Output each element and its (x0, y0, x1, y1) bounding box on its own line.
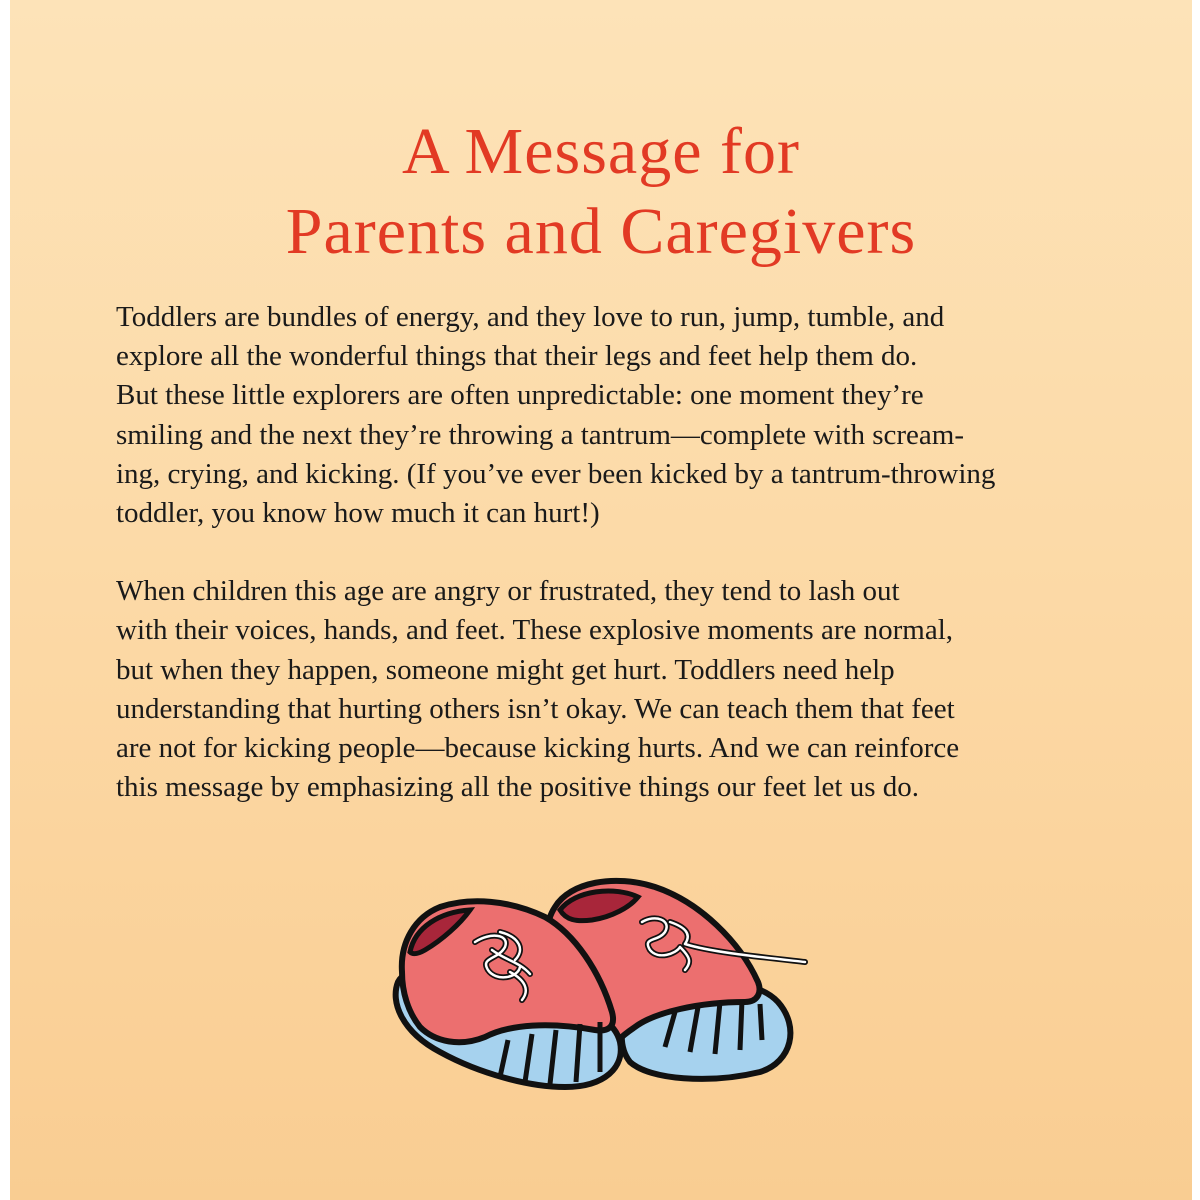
title-line-1: A Message for (402, 115, 800, 188)
body-text (116, 298, 1126, 807)
title-line-2: Parents and Caregivers (285, 195, 917, 268)
text-line: smiling and the next they’re throwing a tantrum—complete with scream- (116, 418, 965, 451)
text-line: But these little explorers are often unpredictable: one moment they’re (116, 379, 924, 412)
text-line: ing, crying, and kicking. (If you’ve ever been kicked by a tantrum-throwing (116, 457, 996, 490)
text-line: toddler, you know how much it can hurt!) (116, 497, 600, 530)
text-line: Toddlers are bundles of energy, and they love to run, jump, tumble, and (116, 301, 945, 333)
text-line: explore all the wonderful things that their legs and feet help them do. (116, 340, 918, 373)
toddler-shoes-illustration (380, 862, 820, 1112)
paragraph-1 (116, 298, 1126, 533)
text-line: this message by emphasizing all the positive things our feet let us do. (116, 771, 919, 804)
page-title (10, 112, 1192, 272)
book-page (10, 0, 1192, 1200)
text-line: understanding that hurting others isn’t okay. We can teach them that feet (116, 692, 955, 725)
text-line: When children this age are angry or frustrated, they tend to lash out (116, 575, 900, 608)
text-line: but when they happen, someone might get hurt. Toddlers need help (116, 653, 895, 686)
paragraph-2 (116, 572, 1126, 807)
text-line: are not for kicking people—because kicking hurts. And we can reinforce (116, 732, 960, 765)
text-line: with their voices, hands, and feet. These explosive moments are normal, (116, 614, 954, 647)
